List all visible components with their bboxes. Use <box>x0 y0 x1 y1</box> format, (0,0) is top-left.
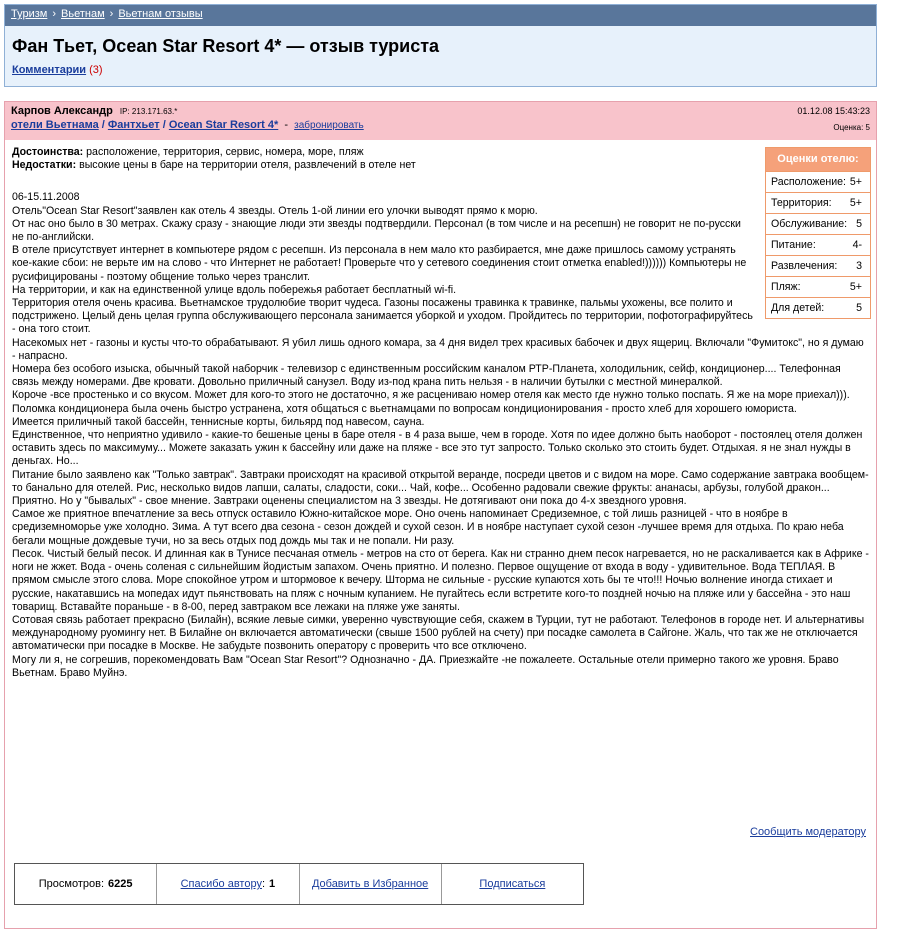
link-ocean-star-resort[interactable]: Ocean Star Resort 4* <box>168 119 279 131</box>
review-paragraph: Самое же приятное впечатление за весь отпуск оставило Южно-китайское море. Оно очень напоминает Средиземное, с той лишь разницей - что в ноябре в средиземноморье уже холодно. Зима. А тут всего два сезона - сезон дождей и сухой сезон. И в ноябре наступает сухой сезон -лучшее время для отдыха. По краю неба бегали мощные дождевые тучи, но за весь отдых под дождь мы так и не попали. Ни разу. <box>12 508 844 547</box>
thanks-count: 1 <box>269 878 276 890</box>
thanks-cell: Спасибо автору : 1 <box>156 864 298 904</box>
stats-bar <box>14 863 584 905</box>
review-paragraph: В отеле присутствует интернет в компьютере рядом с ресепшн. Из персонала в нем мало кто разбирается, мне даже пришлось самому устранять кое-какие сбои: не верьте им на слово - что Интернет не работает! Проверьте что у сетевого соединения стоит отметка enabled!)))))) Компьютеры не русифицированы - поэтому общение только через транслит. <box>12 244 747 283</box>
review-paragraph: Песок. Чистый белый песок. И длинная как в Тунисе песчаная отмель - метров на сто от берега. Как ни странно днем песок нагревается, но не раскаливается как в Африке - ноги не жжет. Вода - очень соленая с сильнейшим йодистым запахом. Очень приятно. И полезно. Первое ощущение от входа в воду - удивительное. Вода ТЕПЛАЯ. В прямом смысле этого слова. Море спокойное утром и штормовое к вечеру. Шторма не сильные - русские купаются хоть бы те что!!! Ночью волнение иногда стихает и русские, накатавшись на мопедах идут пьянствовать на пляж с ночным купанием. Не пугайтесь если встретите кого-то поздней ночью на пляже или у бассейна - это наш товарищ. Вставайте пораньше - в 8-00, перед завтраком все лежаки на пляже уже заняты. <box>12 547 869 613</box>
views-label: Просмотров: <box>38 878 105 890</box>
review-paragraph: Номера без особого изыска, обычный такой наборчик - телевизор с единственным российским каналом РТР-Планета, холодильник, сейф, кондиционер.... Телефонная связь между номерами. Две кровати. Довольно приличный санузел. Воду из-под крана пить нельзя - в наличии бутылки с местной минералкой. <box>12 363 841 389</box>
review-paragraph: Единственное, что неприятно удивило - какие-то бешеные цены в баре отеля - в 4 раза выше, чем в городе. Хотя по идее должно быть наоборот - постоялец отеля должен оставить здесь по максимуму... Можете заказать ужин к бассейну или даже на пляже - все это тут запросто. Только сколько это стоить будет. Отдыхая. я не знал нужды в деньгах. Но... <box>12 429 863 468</box>
link-phan-thiet[interactable]: Фантхьет <box>107 119 160 131</box>
add-favorite-link[interactable]: Добавить в Избранное <box>311 878 429 890</box>
review-paragraph: На территории, и как на единственной улице вдоль побережья работает бесплатный wi-fi. <box>12 283 457 296</box>
review-paragraph: Сотовая связь работает прекрасно (Билайн), всякие левые симки, уверенно чувствующие себя, скажем в Турции, тут не работают. Телефонов в городе нет. И альтернативы международному руомингу нет. В Билайне он включается автоматически (свыше 1500 рублей на счету) при посадке самолета в Сайгоне. Жаль, что так же не отключается автоматически при посадке в Москве. Не забудьте позвонить оператору с проверить что все отключено. <box>12 613 865 653</box>
review-cons: Недостатки: высокие цены в баре на территории отеля, развлечений в отеле нет <box>12 159 416 172</box>
comments-count: (3) <box>89 64 103 76</box>
review-ip: IP: 213.171.63.* <box>119 107 178 116</box>
breadcrumb-tourism[interactable]: Туризм <box>11 8 48 20</box>
breadcrumb-vietnam[interactable]: Вьетнам <box>61 8 105 20</box>
review-paragraph: Имеется приличный такой бассейн, теннисные корты, бильярд под навесом, сауна. <box>12 415 425 428</box>
review-pros: Достоинства: расположение, территория, сервис, номера, море, пляж <box>12 146 364 158</box>
review-date: 01.12.08 15:43:23 <box>797 106 870 116</box>
subscribe-link[interactable]: Подписаться <box>479 878 546 890</box>
review-text <box>12 191 870 680</box>
review-body <box>5 140 876 680</box>
page-title: Фан Тьет, Ocean Star Resort 4* — отзыв туриста <box>12 36 440 56</box>
comments-line <box>12 64 876 76</box>
rating-row: Для детей: 5 <box>766 297 870 318</box>
review-paragraph: 06-15.11.2008 <box>12 191 80 204</box>
review-paragraph: Могу ли я, не согрешив, порекомендовать Вам "Ocean Star Resort"? Однозначно - ДА. Приезжайте -не пожалеете. Остальные отели примерно такого же уровня. Браво Вьетнам. Браво Муйнэ. <box>12 653 839 679</box>
views-cell <box>15 864 156 904</box>
thanks-author-link[interactable]: Спасибо автору <box>180 878 262 890</box>
review-card <box>4 101 877 929</box>
comments-link[interactable]: Комментарии <box>12 64 87 76</box>
page-header <box>4 4 877 87</box>
breadcrumb <box>5 5 876 26</box>
breadcrumb-separator: › <box>52 8 57 20</box>
rating-row: Территория: 5+ <box>766 192 870 213</box>
review-paragraph: От нас оно было в 30 метрах. Скажу сразу - знающие люди эти звезды подтвердили. Персонал (в том числе и на ресепшн) не говорит не по-русски не по-английски. <box>12 217 741 244</box>
review-paragraph: Поломка кондиционера была очень быстро устранена, хотя общаться с вьетнамцами по вопросам кондиционирования - просто хлеб для хорошего юмориста. <box>12 402 797 415</box>
review-paragraph: Отель"Ocean Star Resort"заявлен как отель 4 звезды. Отель 1-ой линии его улочки выводят прямо к морю. <box>12 204 538 217</box>
book-link[interactable]: забронировать <box>294 120 364 131</box>
hotel-ratings-box <box>765 147 871 319</box>
rating-row: Пляж: 5+ <box>766 276 870 297</box>
review-header <box>5 102 876 140</box>
views-count: 6225 <box>108 878 133 890</box>
subscribe-cell <box>441 864 583 904</box>
breadcrumb-vietnam-reviews[interactable]: Вьетнам отзывы <box>118 8 203 20</box>
review-paragraph: Территория отеля очень красива. Вьетнамское трудолюбие творит чудеса. Газоны посажены травинка к травинке, пальмы ухожены, все полито и подстрижено. Целый день целая группа обслуживающего персонала занимается уборкой и уходом. Пройдитесь по территории, пофотографируйтесь - она того стоит. <box>12 297 753 336</box>
review-paragraph: Насекомых нет - газоны и кусты что-то обрабатывают. Я убил лишь одного комара, за 4 дня видел трех красивых бабочек и двух ящериц. Включали "Фумитокс", но я думаю - напрасно. <box>12 336 864 362</box>
review-score: Оценка: 5 <box>833 123 870 132</box>
rating-row: Расположение: 5+ <box>766 171 870 192</box>
rating-row: Питание: 4- <box>766 234 870 255</box>
rating-row: Развлечения: 3 <box>766 255 870 276</box>
ratings-title: Оценки отелю: <box>766 148 870 171</box>
review-author: Карпов Александр <box>11 105 113 117</box>
link-vietnam-hotels[interactable]: отели Вьетнама <box>11 119 99 131</box>
report-moderator-link[interactable]: Сообщить модератору <box>750 826 866 838</box>
review-paragraph: Питание было заявлено как "Только завтрак". Завтраки происходят на красивой открытой веранде, посреди цветов и с видом на море. Само содержание завтрака вообщем-то банально для отелей. Рис, несколько видов лапши, салаты, сладости, соки... Чай, кофе... Особенно радовали свежие фрукты: ананасы, арбузы, голубой дракон... Приятно. Но у "бывалых" - свое мнение. Завтраки оценены специалистом на 3 звезды. Не дотягивают они пока до 4-х звездного уровня. <box>12 468 869 508</box>
favorite-cell <box>299 864 441 904</box>
review-paragraph: Короче -все простенько и со вкусом. Может для кого-то этого не достаточно, я же расцениваю номер отеля как место где нужно только поспать. Я же на море приехал))). <box>12 389 850 402</box>
breadcrumb-separator: › <box>109 8 114 20</box>
rating-row: Обслуживание: 5 <box>766 213 870 234</box>
hotel-path: отели Вьетнама / Фантхьет / Ocean Star Resort 4* - забронировать <box>11 119 364 131</box>
